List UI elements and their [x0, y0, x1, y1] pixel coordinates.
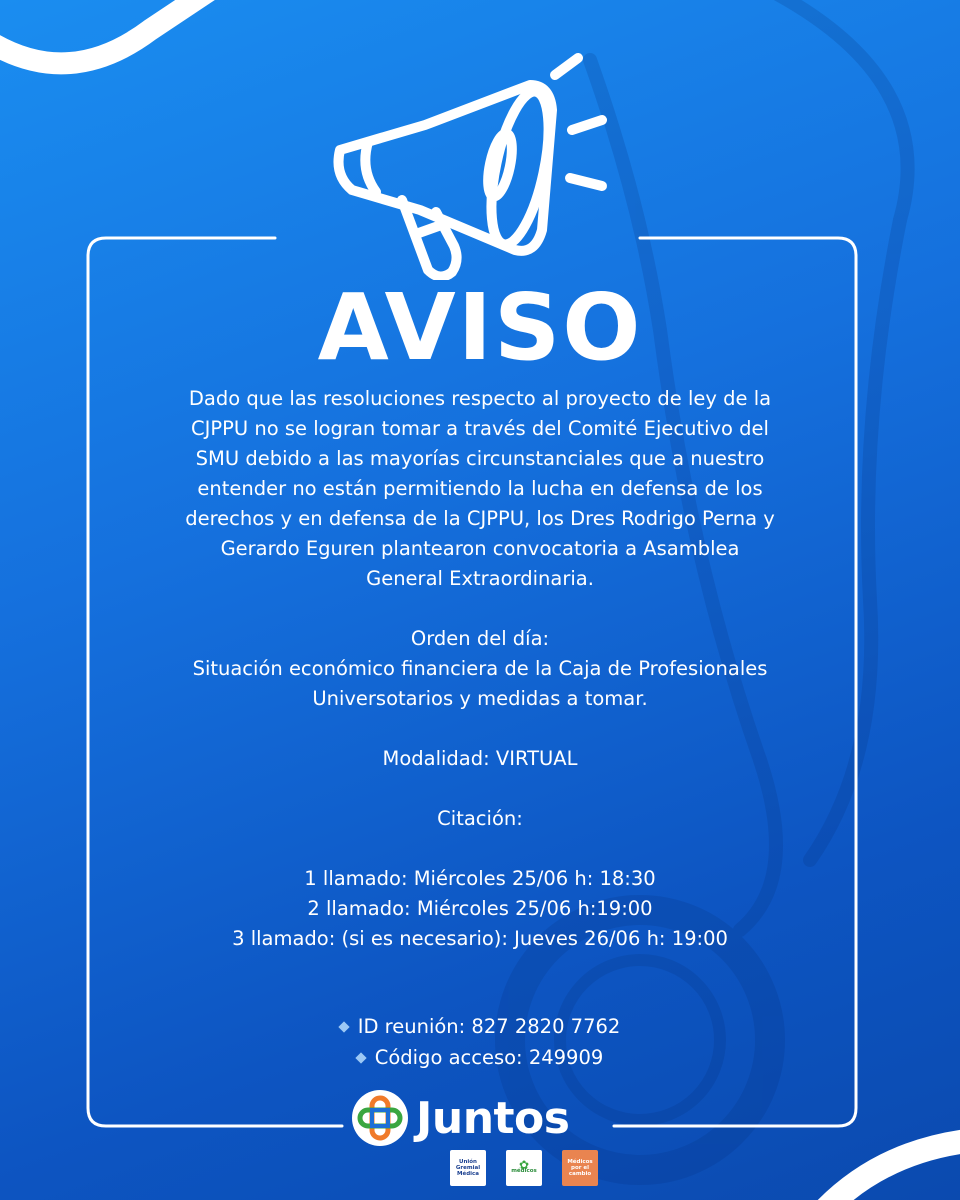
medicos-logo	[506, 1150, 542, 1186]
meeting-info	[0, 1011, 960, 1073]
paragraph-line: CJPPU no se logran tomar a través del Comité Ejecutivo del	[191, 417, 769, 440]
citation-heading: Citación:	[437, 807, 523, 830]
partner-logos	[450, 1150, 598, 1186]
diamond-bullet-icon	[355, 1052, 366, 1063]
logo-text: Gremial	[455, 1165, 481, 1171]
agenda-line: Situación económico financiera de la Caja de Profesionales	[192, 657, 768, 680]
call-second: 2 llamado: Miércoles 25/06 h:19:00	[307, 897, 653, 920]
logo-text: cambio	[568, 1171, 592, 1177]
medicos-cambio-logo	[562, 1150, 598, 1186]
agenda-line: Universotarios y medidas a tomar.	[312, 687, 648, 710]
page-title: AVISO	[317, 274, 643, 381]
logo-text: Médicos	[567, 1159, 593, 1165]
meeting-id: ID reunión: 827 2820 7762	[357, 1015, 621, 1038]
brand-name: Juntos	[416, 1092, 570, 1144]
paragraph-line: derechos y en defensa de la CJPPU, los Dres Rodrigo Perna y	[185, 507, 775, 530]
brand-logo	[350, 1086, 610, 1150]
logo-text: por el	[571, 1165, 589, 1171]
meeting-code-row	[0, 1042, 960, 1073]
call-first: 1 llamado: Miércoles 25/06 h: 18:30	[304, 867, 656, 890]
logo-text: Unión	[459, 1159, 477, 1165]
medical-cross-icon	[350, 1088, 410, 1148]
paragraph-line: Dado que las resoluciones respecto al proyecto de ley de la	[188, 387, 772, 410]
agenda-heading: Orden del día:	[410, 627, 550, 650]
paragraph-line: SMU debido a las mayorías circunstanciales que a nuestro	[195, 447, 765, 470]
logo-text: médicos	[511, 1168, 537, 1174]
logo-text: Médica	[457, 1171, 479, 1177]
leaf-icon: ✿	[518, 1158, 530, 1172]
paragraph-line: General Extraordinaria.	[366, 567, 594, 590]
announcement-body	[140, 384, 820, 954]
paragraph-line: entender no están permitiendo la lucha en defensa de los	[197, 477, 763, 500]
megaphone-icon	[330, 50, 620, 280]
modality: Modalidad: VIRTUAL	[382, 747, 578, 770]
call-third: 3 llamado: (si es necesario): Jueves 26/06 h: 19:00	[232, 927, 728, 950]
meeting-id-row	[0, 1011, 960, 1042]
paragraph-line: Gerardo Eguren plantearon convocatoria a Asamblea	[220, 537, 740, 560]
diamond-bullet-icon	[338, 1021, 349, 1032]
union-gremial-logo	[450, 1150, 486, 1186]
meeting-code: Código acceso: 249909	[374, 1046, 604, 1069]
